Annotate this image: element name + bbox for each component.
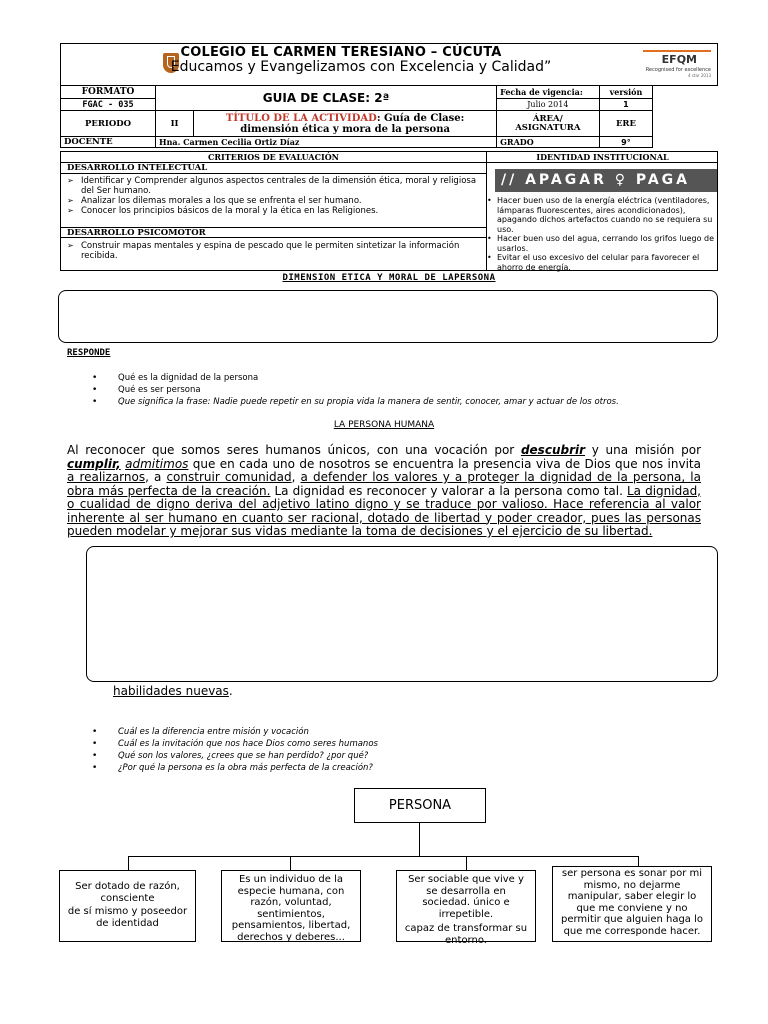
area-value: ERE — [599, 111, 653, 137]
actividad-cell — [194, 111, 497, 137]
para-text: , a — [145, 470, 167, 484]
efqm-logo: EFQM — [661, 53, 697, 66]
docente-value: Hna. Carmen Cecilia Ortiz Díaz — [156, 137, 497, 148]
para-emph-comunidad: construir comunidad — [166, 470, 292, 484]
formato-label: FORMATO — [61, 86, 156, 99]
intelectual-label: DESARROLLO INTELECTUAL — [61, 163, 486, 174]
apagar-banner: // APAGAR ♀ PAGA — [495, 169, 717, 192]
question-item: • ¿Por qué la persona es la obra más perfecta de la creación? — [92, 762, 712, 774]
question-item: • Qué son los valores, ¿crees que se han perdido? ¿por qué? — [92, 750, 712, 762]
responde-label: RESPONDE — [67, 348, 111, 358]
habilidades-end: . — [228, 684, 233, 698]
efqm-stars: 4 star 2013 — [687, 73, 711, 78]
question-item: • Que significa la frase: Nadie puede repetir en su propia vida la manera de sentir, conocer, amar y actuar de los otros. — [92, 396, 712, 408]
intelectual-item: ➢ Conocer los principios básicos de la moral y la ética en las Religiones. — [67, 206, 486, 216]
question-item: • Cuál es la invitación que nos hace Dios como seres humanos — [92, 738, 712, 750]
area-label-1: ÁREA/ — [532, 113, 563, 124]
diagram-child-node — [396, 870, 536, 946]
para-emph-admitimos: admitimos — [125, 456, 189, 471]
questions-list-1 — [92, 372, 712, 408]
node-text: Ser sociable que vive y se desarrolla en sociedad. único e irrepetible. — [408, 874, 524, 920]
vigencia-label: Fecha de vigencia: — [497, 86, 599, 99]
section-title: DIMENSION ETICA Y MORAL DE LAPERSONA — [282, 273, 496, 283]
grado-label: GRADO — [497, 137, 599, 148]
periodo-value: II — [156, 111, 194, 137]
identidad-column — [487, 152, 718, 271]
periodo-label: PERIODO — [61, 111, 156, 137]
answer-box-large — [86, 546, 718, 682]
criterios-label: CRITERIOS DE EVALUACIÓN — [61, 152, 486, 163]
node-text: de sí mismo y poseedor de identidad — [67, 906, 188, 929]
identidad-list — [487, 196, 717, 272]
intelectual-list — [61, 174, 486, 227]
para-emph-cumplir: cumplir, — [67, 456, 121, 471]
identidad-item: • Hacer buen uso del agua, cerrando los grifos luego de usarlos. — [487, 234, 717, 253]
question-item: • Qué es la dignidad de la persona — [92, 372, 712, 384]
area-label-2: ASIGNATURA — [515, 122, 581, 133]
actividad-value-1: : Guía de Clase: — [376, 112, 465, 124]
identidad-item: • Evitar el uso excesivo del celular para favorecer el ahorro de energía. — [487, 253, 717, 272]
para-text: y una misión por — [585, 443, 702, 457]
docente-label: DOCENTE — [61, 137, 156, 148]
psicomotor-item: ➢ Construir mapas mentales y espina de pescado que le permiten sintetizar la información recibida. — [67, 241, 486, 261]
criteria-column — [61, 152, 487, 271]
habilidades-text: habilidades nuevas — [113, 684, 229, 698]
diagram-connector — [128, 856, 129, 870]
diagram-connector — [466, 856, 467, 870]
node-text: Ser dotado de razón, consciente — [75, 881, 180, 904]
persona-paragraph — [67, 444, 701, 539]
diagram-child-node — [221, 870, 361, 942]
diagram-root-node: PERSONA — [354, 788, 486, 823]
identidad-label: IDENTIDAD INSTITUCIONAL — [487, 152, 718, 163]
header-table — [60, 43, 718, 148]
persona-title: LA PERSONA HUMANA — [333, 420, 435, 430]
node-text: capaz de transformar su entorno. — [404, 923, 528, 946]
psicomotor-list — [61, 238, 486, 261]
guide-title: GUIA DE CLASE: 2ª — [156, 86, 497, 111]
para-emph-descubrir: descubrir — [520, 443, 586, 457]
vigencia-value: Julio 2014 — [497, 99, 599, 111]
para-text: , — [291, 470, 301, 484]
formato-value: FGAC - 035 — [61, 99, 156, 111]
diagram-connector — [290, 856, 291, 870]
diagram-child-node — [552, 866, 712, 942]
intelectual-item: ➢ Analizar los dilemas morales a los que se enfrenta el ser humano. — [67, 196, 486, 206]
node-text: Es un individuo de la especie humana, con razón, voluntad, sentimientos, pensamientos, libertad, derechos y deberes... — [231, 874, 351, 943]
efqm-subtitle: Recognised for excellence — [645, 67, 711, 73]
diagram-connector — [419, 823, 420, 856]
school-motto: Educamos y Evangelizamos con Excelencia y Calidad” — [170, 59, 552, 75]
area-label — [497, 111, 599, 137]
school-banner — [61, 44, 718, 86]
node-text: ser persona es sonar por mi mismo, no dejarme manipular, saber elegir lo que me conviene y no permitir que alguien haga lo que me corresponde hacer. — [560, 868, 704, 937]
intelectual-item: ➢ Identificar y Comprender algunos aspectos centrales de la dimensión ética, moral y religiosa del Ser humano. — [67, 176, 486, 196]
answer-box-top — [58, 290, 718, 343]
psicomotor-label: DESARROLLO PSICOMOTOR — [61, 227, 486, 238]
questions-list-2 — [92, 726, 712, 774]
diagram-connector — [128, 856, 638, 857]
efqm-bar-icon — [643, 50, 711, 52]
question-item: • Qué es ser persona — [92, 384, 712, 396]
actividad-label: TÍTULO DE LA ACTIVIDAD — [225, 112, 377, 124]
grado-value: 9° — [599, 137, 653, 148]
version-value: 1 — [599, 99, 653, 111]
para-emph-realizarnos: a realizarnos — [67, 470, 146, 484]
version-label: versión — [599, 86, 653, 99]
school-name: COLEGIO EL CARMEN TERESIANO – CÚCUTA — [180, 45, 502, 60]
question-item: • Cuál es la diferencia entre misión y vocación — [92, 726, 712, 738]
habilidades-line — [113, 685, 233, 699]
diagram-child-node — [59, 870, 196, 942]
actividad-value-2: dimensión ética y mora de la persona — [240, 123, 450, 135]
para-emph-valores: a defender los valores y a proteger la dignidad de la persona, la obra más perfecta de la creación. — [67, 470, 701, 498]
identidad-item: • Hacer buen uso de la energía eléctrica (ventiladores, lámparas fluorescentes, aires acondicionados), apagando dichos artefactos cuando no se requiera su uso. — [487, 196, 717, 234]
para-text: Al reconocer que somos seres humanos únicos, con una vocación por — [67, 443, 521, 457]
para-text: que en cada uno de nosotros se encuentra la presencia viva de Dios que nos invita — [188, 456, 701, 471]
para-emph-dignidad: La dignidad, o cualidad de digno deriva del adjetivo latino digno y se traduce por valioso. Hace referencia al valor inherente al ser humano en cuanto ser racional, dotado de libertad y poder creador, pues las personas pueden modelar y mejorar sus vidas mediante la toma de decisiones y el ejercicio de su libertad. — [67, 483, 701, 538]
para-text: La dignidad es reconocer y valorar a la persona como tal. — [270, 483, 627, 498]
criteria-block — [60, 151, 718, 271]
